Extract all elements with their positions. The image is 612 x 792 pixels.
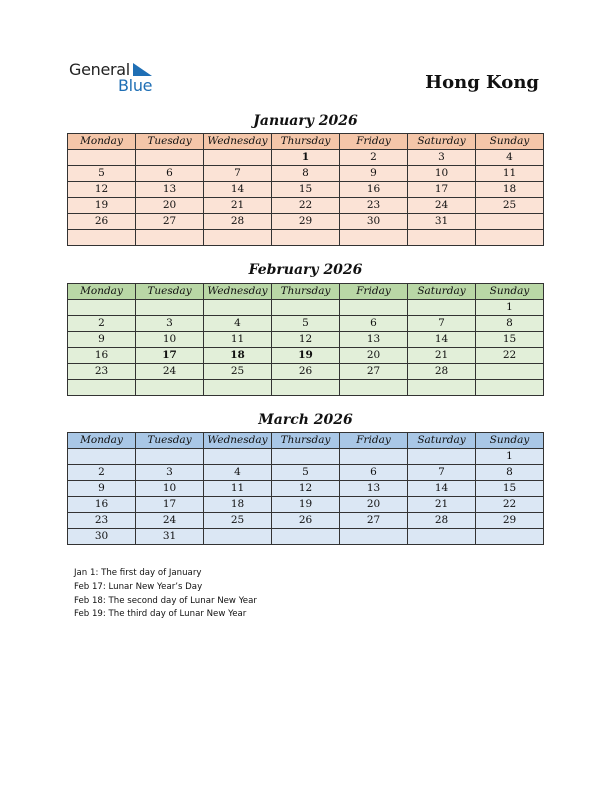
week-row bbox=[68, 529, 544, 545]
week-row bbox=[68, 316, 544, 332]
empty-day-cell bbox=[476, 230, 544, 246]
week-row bbox=[68, 348, 544, 364]
day-cell: 8 bbox=[272, 166, 340, 182]
day-cell: 30 bbox=[68, 529, 136, 545]
day-cell: 2 bbox=[68, 316, 136, 332]
week-row bbox=[68, 497, 544, 513]
empty-day-cell bbox=[476, 380, 544, 396]
day-cell: 21 bbox=[204, 198, 272, 214]
holiday-note: Jan 1: The first day of January bbox=[74, 568, 202, 578]
weekday-header: Thursday bbox=[272, 433, 340, 449]
weekday-header: Saturday bbox=[408, 433, 476, 449]
day-cell: 12 bbox=[68, 182, 136, 198]
logo-text-blue: Blue bbox=[118, 76, 153, 95]
day-cell: 30 bbox=[340, 214, 408, 230]
week-row bbox=[68, 465, 544, 481]
day-cell: 17 bbox=[136, 497, 204, 513]
empty-day-cell bbox=[272, 449, 340, 465]
day-cell: 17 bbox=[408, 182, 476, 198]
day-cell: 8 bbox=[476, 465, 544, 481]
week-row bbox=[68, 300, 544, 316]
day-cell: 13 bbox=[340, 481, 408, 497]
country-title: Hong Kong bbox=[425, 72, 539, 93]
day-cell: 3 bbox=[408, 150, 476, 166]
day-cell: 10 bbox=[408, 166, 476, 182]
empty-day-cell bbox=[204, 529, 272, 545]
weekday-header-row bbox=[68, 284, 544, 300]
day-cell: 7 bbox=[204, 166, 272, 182]
day-cell: 26 bbox=[272, 364, 340, 380]
week-row bbox=[68, 449, 544, 465]
day-cell: 4 bbox=[204, 465, 272, 481]
holiday-note: Feb 17: Lunar New Year’s Day bbox=[74, 581, 203, 592]
day-cell: 18 bbox=[204, 497, 272, 513]
day-cell: 29 bbox=[272, 214, 340, 230]
month-title-january: January 2026 bbox=[253, 113, 358, 129]
day-cell: 22 bbox=[272, 198, 340, 214]
empty-day-cell bbox=[408, 380, 476, 396]
empty-day-cell bbox=[204, 230, 272, 246]
day-cell: 8 bbox=[476, 316, 544, 332]
weekday-header: Friday bbox=[340, 284, 408, 300]
empty-day-cell bbox=[476, 529, 544, 545]
day-cell: 28 bbox=[408, 364, 476, 380]
day-cell: 13 bbox=[136, 182, 204, 198]
weekday-header: Wednesday bbox=[204, 433, 272, 449]
day-cell: 25 bbox=[476, 198, 544, 214]
day-cell: 19 bbox=[272, 348, 340, 364]
day-cell: 4 bbox=[476, 150, 544, 166]
empty-day-cell bbox=[340, 529, 408, 545]
day-cell: 24 bbox=[136, 513, 204, 529]
day-cell: 6 bbox=[136, 166, 204, 182]
empty-day-cell bbox=[204, 449, 272, 465]
day-cell: 17 bbox=[136, 348, 204, 364]
day-cell: 6 bbox=[340, 465, 408, 481]
day-cell: 5 bbox=[68, 166, 136, 182]
weekday-header: Sunday bbox=[476, 433, 544, 449]
day-cell: 10 bbox=[136, 332, 204, 348]
month-title-march: March 2026 bbox=[258, 412, 353, 428]
day-cell: 1 bbox=[476, 300, 544, 316]
weekday-header: Tuesday bbox=[136, 433, 204, 449]
day-cell: 23 bbox=[68, 513, 136, 529]
empty-day-cell bbox=[136, 150, 204, 166]
empty-day-cell bbox=[68, 380, 136, 396]
day-cell: 13 bbox=[340, 332, 408, 348]
empty-day-cell bbox=[68, 150, 136, 166]
weekday-header-row bbox=[68, 134, 544, 150]
day-cell: 23 bbox=[340, 198, 408, 214]
weekday-header: Wednesday bbox=[204, 134, 272, 150]
empty-day-cell bbox=[136, 380, 204, 396]
month-title-february: February 2026 bbox=[248, 262, 363, 278]
day-cell: 16 bbox=[68, 348, 136, 364]
week-row bbox=[68, 364, 544, 380]
day-cell: 10 bbox=[136, 481, 204, 497]
empty-day-cell bbox=[136, 230, 204, 246]
day-cell: 1 bbox=[272, 150, 340, 166]
week-row bbox=[68, 513, 544, 529]
weekday-header: Wednesday bbox=[204, 284, 272, 300]
week-row bbox=[68, 182, 544, 198]
day-cell: 19 bbox=[272, 497, 340, 513]
calendar-march bbox=[67, 432, 544, 545]
empty-day-cell bbox=[408, 529, 476, 545]
calendar-january bbox=[67, 133, 544, 246]
day-cell: 9 bbox=[340, 166, 408, 182]
empty-day-cell bbox=[204, 380, 272, 396]
week-row bbox=[68, 166, 544, 182]
weekday-header: Tuesday bbox=[136, 134, 204, 150]
empty-day-cell bbox=[340, 449, 408, 465]
empty-day-cell bbox=[272, 380, 340, 396]
logo-text-general: General bbox=[69, 60, 130, 79]
day-cell: 31 bbox=[408, 214, 476, 230]
day-cell: 15 bbox=[476, 332, 544, 348]
day-cell: 11 bbox=[204, 481, 272, 497]
day-cell: 15 bbox=[272, 182, 340, 198]
day-cell: 14 bbox=[408, 332, 476, 348]
weekday-header: Saturday bbox=[408, 284, 476, 300]
day-cell: 1 bbox=[476, 449, 544, 465]
weekday-header: Thursday bbox=[272, 134, 340, 150]
day-cell: 5 bbox=[272, 465, 340, 481]
week-row bbox=[68, 481, 544, 497]
week-row bbox=[68, 214, 544, 230]
day-cell: 12 bbox=[272, 332, 340, 348]
empty-day-cell bbox=[340, 230, 408, 246]
holiday-note: Feb 18: The second day of Lunar New Year bbox=[74, 595, 257, 606]
day-cell: 22 bbox=[476, 497, 544, 513]
weekday-header: Tuesday bbox=[136, 284, 204, 300]
day-cell: 12 bbox=[272, 481, 340, 497]
day-cell: 21 bbox=[408, 497, 476, 513]
weekday-header: Monday bbox=[68, 433, 136, 449]
weekday-header: Saturday bbox=[408, 134, 476, 150]
day-cell: 21 bbox=[408, 348, 476, 364]
logo-triangle-icon bbox=[133, 63, 153, 77]
day-cell: 28 bbox=[408, 513, 476, 529]
weekday-header: Monday bbox=[68, 134, 136, 150]
day-cell: 24 bbox=[136, 364, 204, 380]
day-cell: 19 bbox=[68, 198, 136, 214]
day-cell: 14 bbox=[204, 182, 272, 198]
day-cell: 15 bbox=[476, 481, 544, 497]
day-cell: 28 bbox=[204, 214, 272, 230]
empty-day-cell bbox=[340, 380, 408, 396]
day-cell: 3 bbox=[136, 316, 204, 332]
weekday-header: Thursday bbox=[272, 284, 340, 300]
day-cell: 24 bbox=[408, 198, 476, 214]
empty-day-cell bbox=[340, 300, 408, 316]
empty-day-cell bbox=[68, 300, 136, 316]
day-cell: 18 bbox=[476, 182, 544, 198]
week-row bbox=[68, 230, 544, 246]
weekday-header: Friday bbox=[340, 433, 408, 449]
empty-day-cell bbox=[408, 449, 476, 465]
day-cell: 2 bbox=[68, 465, 136, 481]
empty-day-cell bbox=[476, 364, 544, 380]
day-cell: 26 bbox=[68, 214, 136, 230]
day-cell: 7 bbox=[408, 465, 476, 481]
day-cell: 27 bbox=[340, 513, 408, 529]
week-row bbox=[68, 150, 544, 166]
day-cell: 29 bbox=[476, 513, 544, 529]
day-cell: 9 bbox=[68, 481, 136, 497]
day-cell: 6 bbox=[340, 316, 408, 332]
week-row bbox=[68, 332, 544, 348]
day-cell: 23 bbox=[68, 364, 136, 380]
week-row bbox=[68, 198, 544, 214]
day-cell: 9 bbox=[68, 332, 136, 348]
day-cell: 25 bbox=[204, 513, 272, 529]
empty-day-cell bbox=[476, 214, 544, 230]
day-cell: 11 bbox=[204, 332, 272, 348]
day-cell: 22 bbox=[476, 348, 544, 364]
empty-day-cell bbox=[68, 449, 136, 465]
day-cell: 11 bbox=[476, 166, 544, 182]
weekday-header: Friday bbox=[340, 134, 408, 150]
day-cell: 27 bbox=[136, 214, 204, 230]
empty-day-cell bbox=[136, 300, 204, 316]
calendar-february bbox=[67, 283, 544, 396]
day-cell: 3 bbox=[136, 465, 204, 481]
empty-day-cell bbox=[272, 529, 340, 545]
empty-day-cell bbox=[204, 150, 272, 166]
week-row bbox=[68, 380, 544, 396]
empty-day-cell bbox=[408, 230, 476, 246]
holiday-notes bbox=[74, 567, 257, 622]
empty-day-cell bbox=[204, 300, 272, 316]
empty-day-cell bbox=[68, 230, 136, 246]
weekday-header: Monday bbox=[68, 284, 136, 300]
day-cell: 27 bbox=[340, 364, 408, 380]
weekday-header: Sunday bbox=[476, 284, 544, 300]
day-cell: 20 bbox=[340, 348, 408, 364]
empty-day-cell bbox=[272, 230, 340, 246]
day-cell: 16 bbox=[68, 497, 136, 513]
weekday-header: Sunday bbox=[476, 134, 544, 150]
day-cell: 5 bbox=[272, 316, 340, 332]
day-cell: 16 bbox=[340, 182, 408, 198]
day-cell: 20 bbox=[136, 198, 204, 214]
weekday-header-row bbox=[68, 433, 544, 449]
generalblue-logo bbox=[69, 60, 159, 96]
day-cell: 14 bbox=[408, 481, 476, 497]
day-cell: 31 bbox=[136, 529, 204, 545]
day-cell: 2 bbox=[340, 150, 408, 166]
day-cell: 20 bbox=[340, 497, 408, 513]
day-cell: 18 bbox=[204, 348, 272, 364]
empty-day-cell bbox=[408, 300, 476, 316]
day-cell: 26 bbox=[272, 513, 340, 529]
day-cell: 25 bbox=[204, 364, 272, 380]
day-cell: 4 bbox=[204, 316, 272, 332]
empty-day-cell bbox=[272, 300, 340, 316]
empty-day-cell bbox=[136, 449, 204, 465]
holiday-note: Feb 19: The third day of Lunar New Year bbox=[74, 609, 247, 620]
day-cell: 7 bbox=[408, 316, 476, 332]
